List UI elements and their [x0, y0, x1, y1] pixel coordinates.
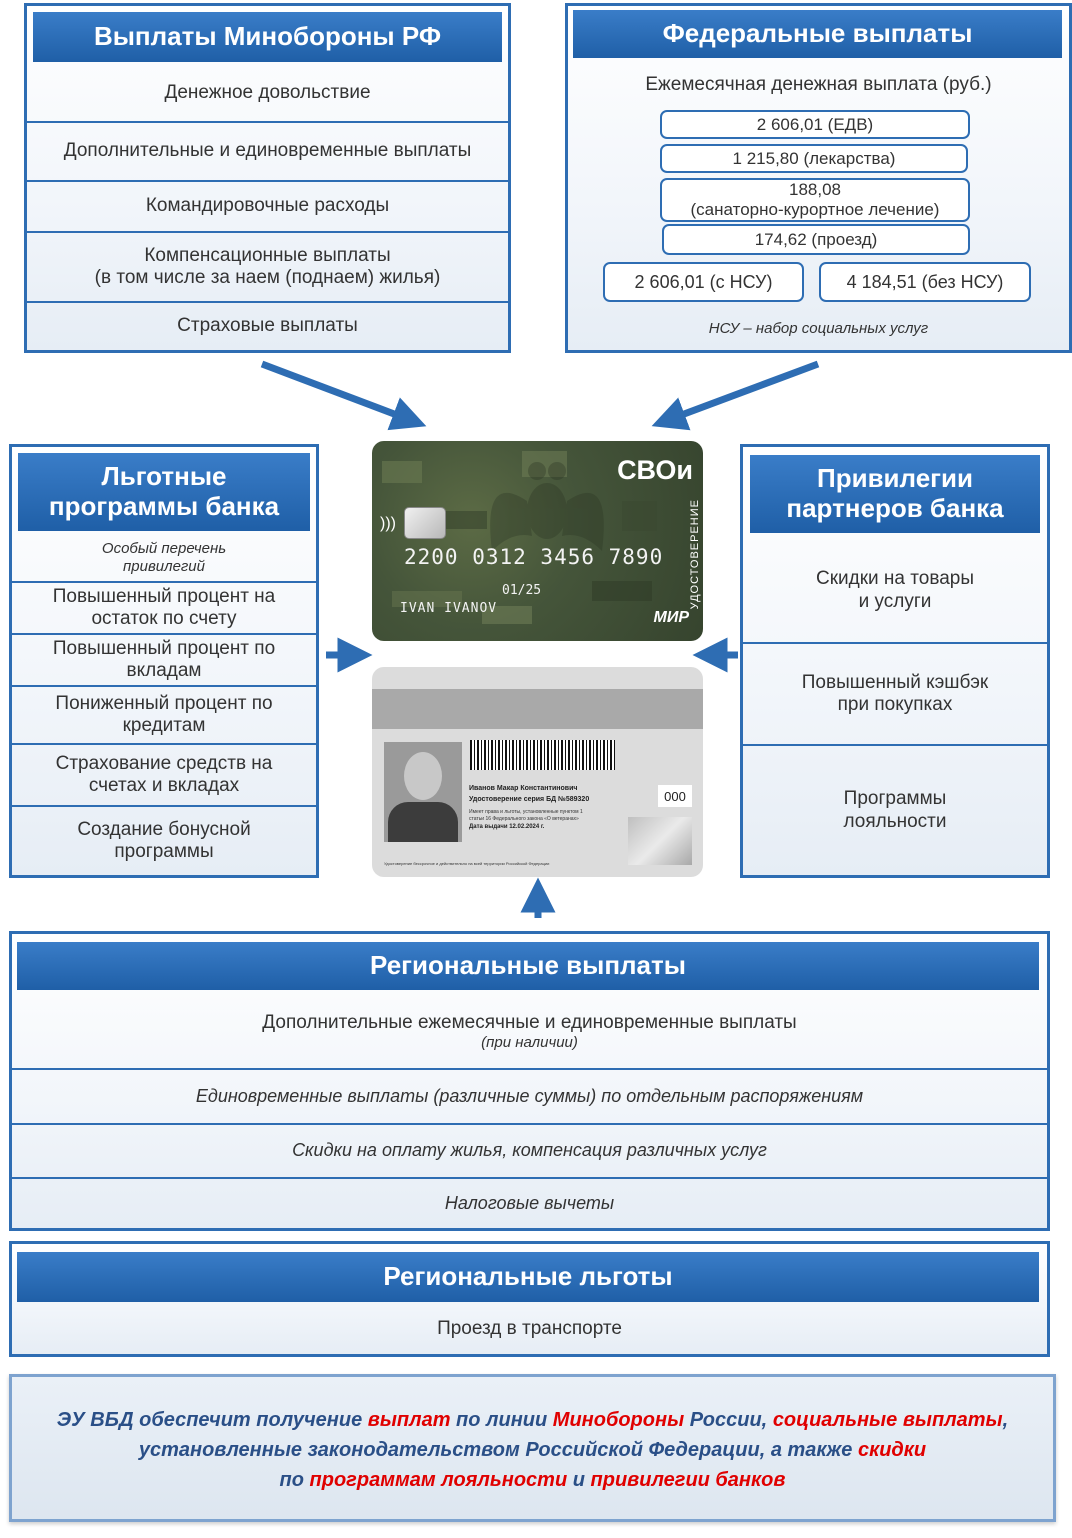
- regional-payments-title: Региональные выплаты: [17, 942, 1039, 990]
- card-back-footer: Удостоверение бессрочное и действительно на всей территории Российской Федерации: [384, 861, 550, 866]
- mod-item-insurance: Страховые выплаты: [177, 315, 358, 337]
- mod-payments-title: Выплаты Минобороны РФ: [33, 12, 502, 62]
- summary-box: [9, 1374, 1056, 1522]
- federal-payments-title: Федеральные выплаты: [573, 10, 1062, 58]
- partners-item-discounts: Скидки на товары и услуги: [743, 539, 1047, 644]
- summary-line2: установленные законодательством Российской Федерации, а также скидки: [138, 1439, 927, 1461]
- card-front: [372, 441, 703, 641]
- photo-body: [388, 802, 458, 842]
- regional-payments-panel: [9, 931, 1050, 1231]
- bank-item-bonus: Создание бонусной программы: [77, 818, 251, 862]
- barcode: [470, 740, 615, 770]
- mod-item-compensation: Компенсационные выплаты (в том числе за наем (поднаем) жилья): [27, 233, 508, 303]
- partners-title: Привилегии партнеров банка: [750, 455, 1040, 533]
- arrow-mod-to-card: [262, 364, 410, 420]
- rights-line2: статьи 16 Федерального закона «О ветеранах»: [469, 816, 579, 822]
- federal-meds: 1 215,80 (лекарства): [660, 144, 968, 173]
- mod-item-additional: Дополнительные и единовременные выплаты: [27, 123, 508, 182]
- regional-benefits-panel: [9, 1241, 1050, 1357]
- card-expiry: 01/25: [502, 583, 542, 598]
- mod-payments-panel: [24, 3, 511, 353]
- federal-with-nsu: 2 606,01 (с НСУ): [603, 262, 804, 302]
- bank-item-account-rate: Повышенный процент на остаток по счету: [12, 583, 316, 635]
- bank-programs-panel: [9, 444, 319, 878]
- regional-item-housing: Скидки на оплату жилья, компенсация различных услуг: [12, 1125, 1047, 1179]
- card-vertical-label: УДОСТОВЕРЕНИЕ: [689, 499, 701, 610]
- regional-item-onetime: Единовременные выплаты (различные суммы) по отдельным распоряжениям: [12, 1070, 1047, 1125]
- federal-edv: 2 606,01 (ЕДВ): [660, 110, 970, 139]
- card-number: 2200 0312 3456 7890: [404, 545, 664, 569]
- photo-head: [404, 752, 442, 800]
- regional-benefits-title: Региональные льготы: [17, 1252, 1039, 1302]
- magnetic-stripe: [372, 689, 703, 729]
- holder-name: Иванов Макар Константинович: [469, 785, 578, 792]
- federal-travel: 174,62 (проезд): [662, 224, 970, 255]
- summary-line3: по программам лояльности и привилегии банков: [279, 1469, 786, 1491]
- arrow-federal-to-card: [668, 364, 818, 420]
- federal-nsu-note: НСУ – набор социальных услуг: [708, 320, 929, 337]
- bank-programs-note: Особый перечень привилегий: [12, 535, 316, 583]
- mir-logo: МИР: [653, 609, 689, 626]
- federal-without-nsu: 4 184,51 (без НСУ): [819, 262, 1031, 302]
- federal-subtitle: Ежемесячная денежная выплата (руб.): [645, 74, 992, 95]
- partners-item-cashback: Повышенный кэшбэк при покупках: [743, 644, 1047, 746]
- issue-date: Дата выдачи 12.02.2024 г.: [469, 824, 545, 830]
- federal-payments-panel: [565, 3, 1072, 353]
- federal-sanatorium: 188,08 (санаторно-курортное лечение): [660, 178, 970, 222]
- regional-item-additional: Дополнительные ежемесячные и единовременные выплаты (при наличии): [12, 996, 1047, 1070]
- regional-benefits-transport: Проезд в транспорте: [437, 1317, 622, 1339]
- hologram: [628, 817, 692, 865]
- partners-item-loyalty: Программы лояльности: [843, 788, 947, 832]
- summary-line1: ЭУ ВБД обеспечит получение выплат по линии Минобороны России, социальные выплаты,: [56, 1409, 1009, 1431]
- photo: [384, 742, 462, 842]
- cvv-box: 000: [658, 785, 692, 807]
- mod-item-travel: Командировочные расходы: [27, 182, 508, 233]
- partners-panel: [740, 444, 1050, 878]
- mod-item-allowance: Денежное довольствие: [27, 66, 508, 123]
- certificate-number: Удостоверение серия БД №589320: [469, 796, 590, 803]
- regional-item-tax: Налоговые вычеты: [444, 1192, 615, 1213]
- card-back: [372, 667, 703, 877]
- bank-item-credit-rate: Пониженный процент по кредитам: [12, 687, 316, 745]
- card-holder: IVAN IVANOV: [400, 601, 498, 616]
- rights-line1: Имеет права и льготы, установленные пунктом 1: [469, 809, 583, 815]
- chip-icon: [404, 507, 446, 539]
- bank-item-deposit-rate: Повышенный процент по вкладам: [12, 635, 316, 687]
- contactless-icon: ))): [380, 515, 396, 532]
- bank-item-insurance: Страхование средств на счетах и вкладах: [12, 745, 316, 807]
- bank-programs-title: Льготные программы банка: [18, 453, 310, 531]
- card-brand-logo: СВОи: [617, 455, 693, 485]
- summary-text: [12, 1405, 1053, 1495]
